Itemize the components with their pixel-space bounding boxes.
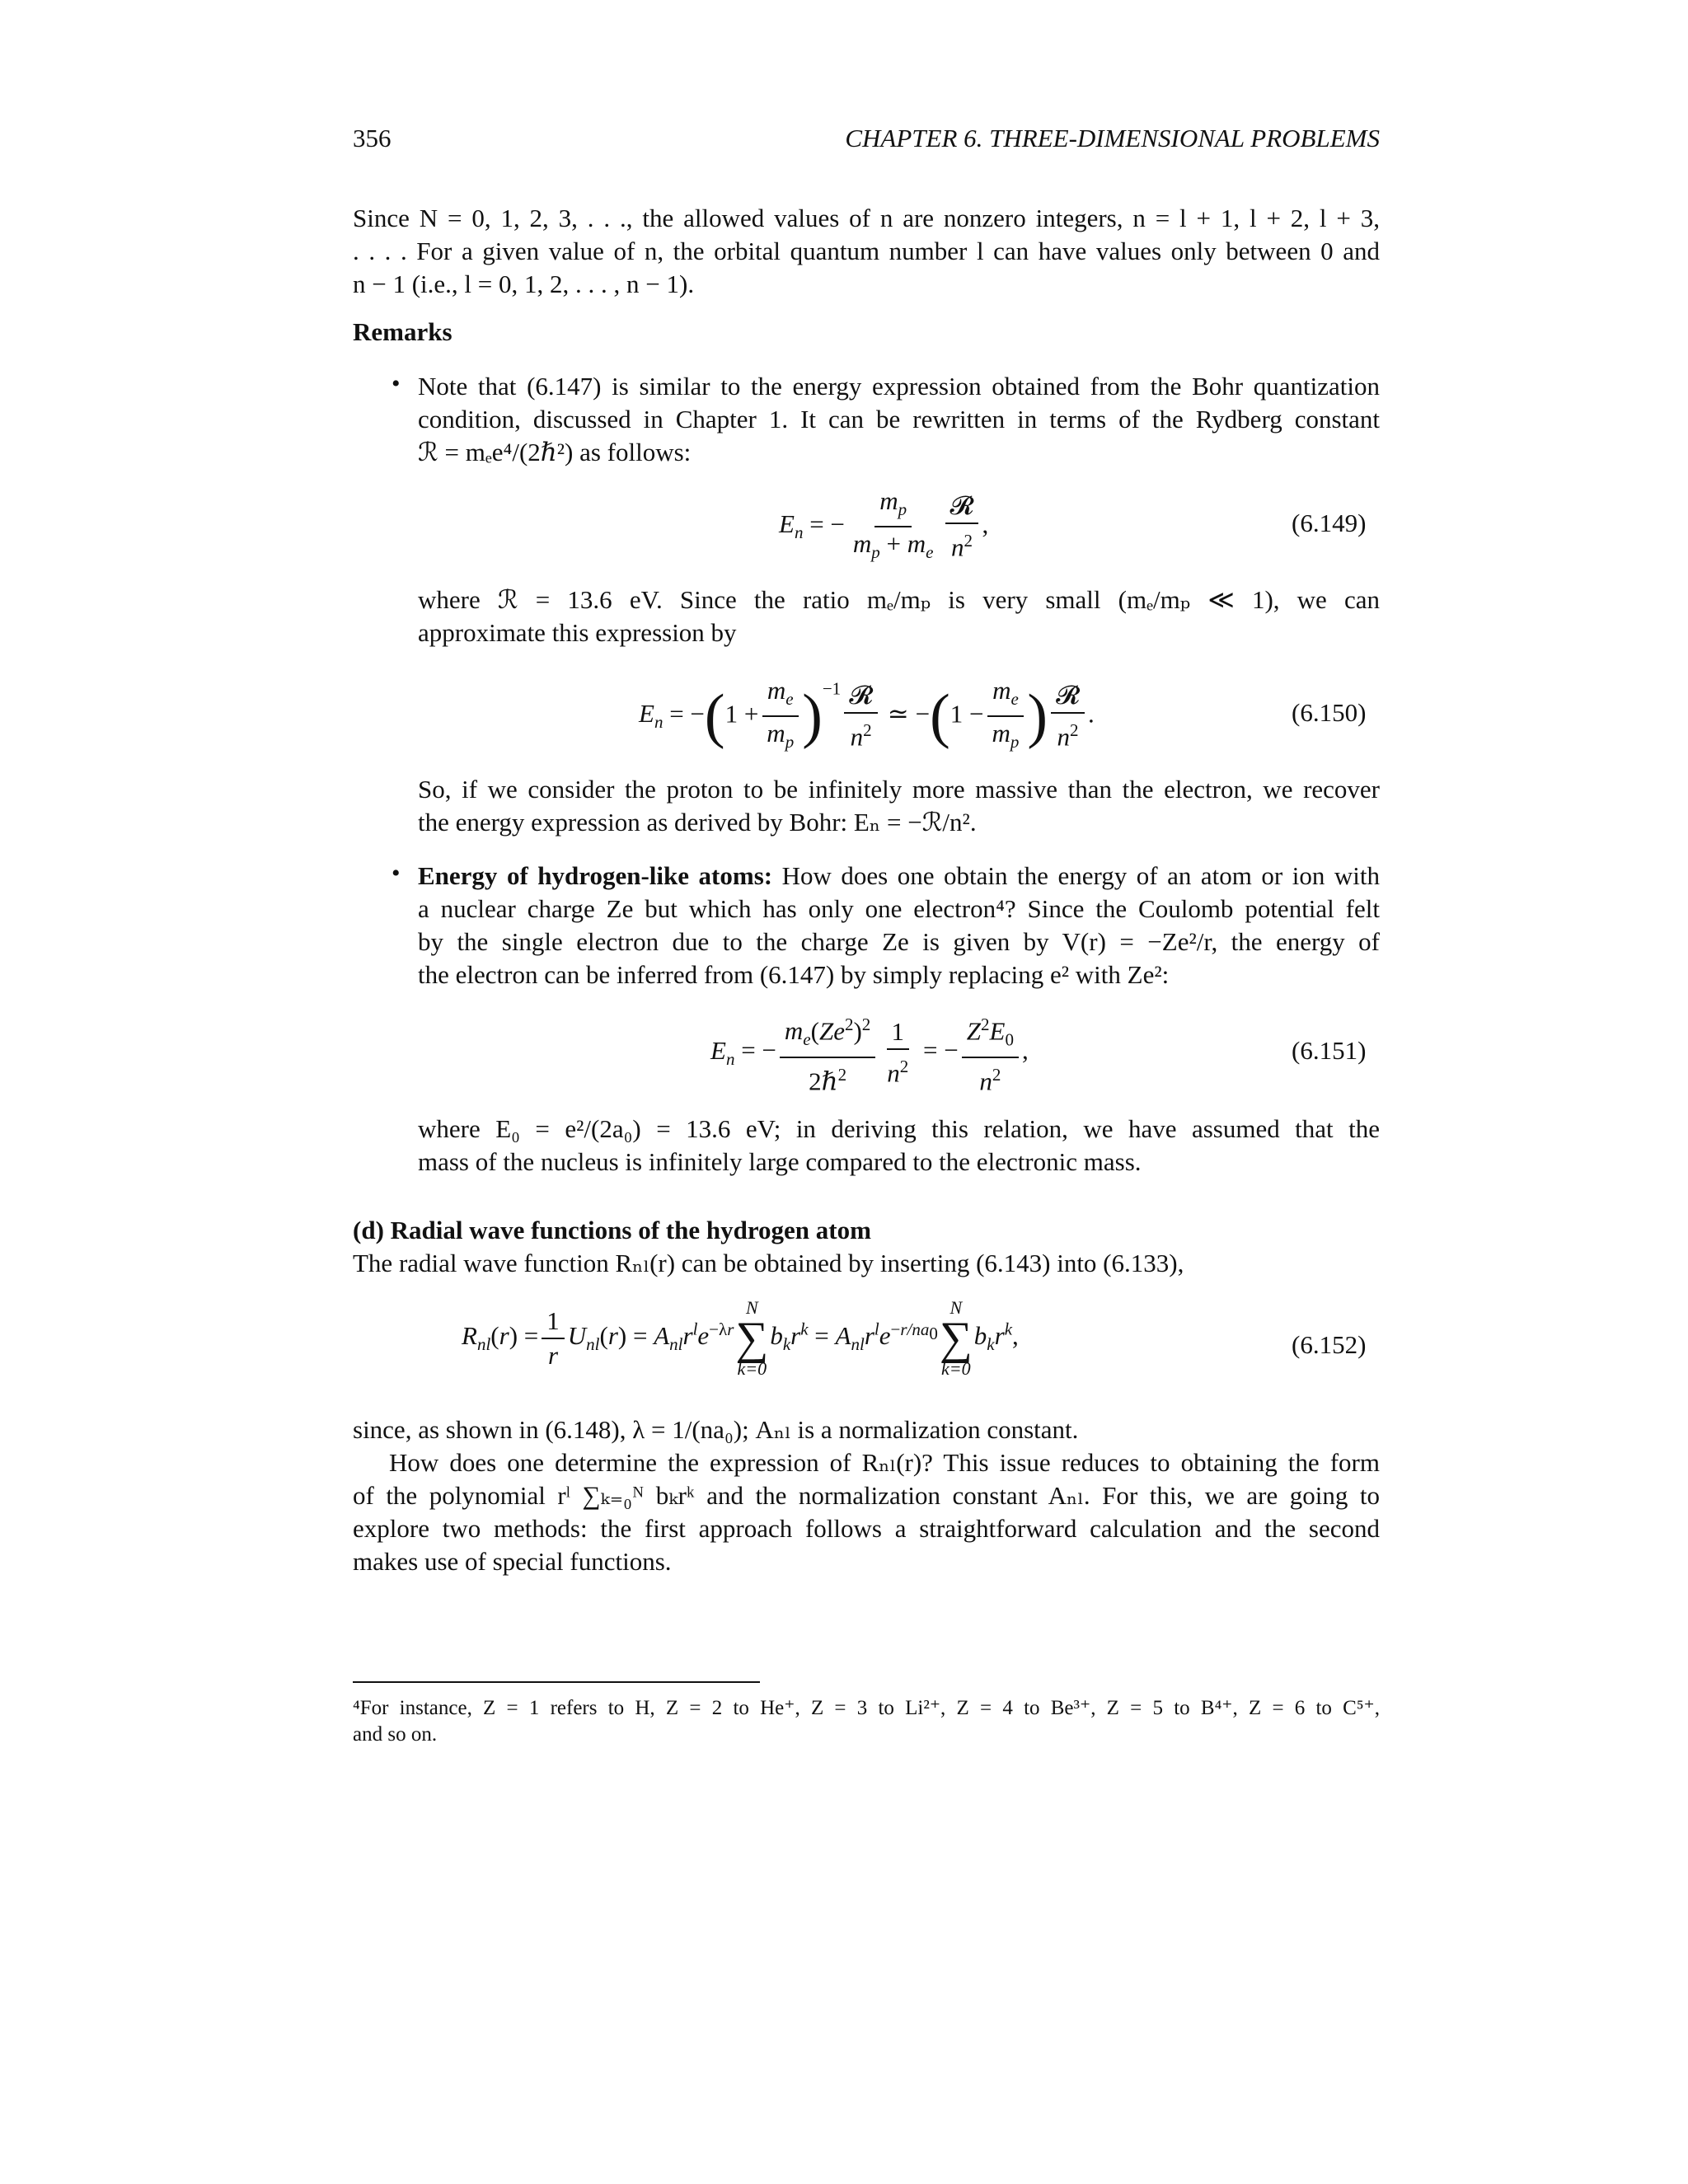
section-d-para-4: makes use of special functions. <box>353 1547 672 1576</box>
equation-number: (6.151) <box>1292 1036 1367 1065</box>
bullet1-mid-2: approximate this expression by <box>418 618 737 647</box>
chapter-title: CHAPTER 6. THREE-DIMENSIONAL PROBLEMS <box>845 124 1380 152</box>
bullet2-line-3: by the single electron due to the charge Ze is given by V(r) = −Ze²/r, the energy of <box>418 927 1380 956</box>
section-d-para-1: How does one determine the expression of Rₙₗ(r)? This issue reduces to obtaining the form <box>389 1448 1380 1477</box>
equation-6-152: $R_{nl}(r)$ = $\frac{1}{r}$ $U_{nl}(r) = A_{nl}r^le^{-\lambda r}$ N ∑ k=0 $b_kr^k = A_{nl}r^le^{-r/na_0}$ N ∑ k=0 $b_kr^k$, <box>462 1297 1019 1379</box>
bullet2-line-2: a nuclear charge Ze but which has only one electron⁴? Since the Coulomb potential felt <box>418 894 1380 923</box>
intro-line-1: Since N = 0, 1, 2, 3, . . ., the allowed values of n are nonzero integers, n = l + 1, l + 2, l + 3, <box>353 204 1380 232</box>
footnote-line-1: ⁴For instance, Z = 1 refers to H, Z = 2 to He⁺, Z = 3 to Li²⁺, Z = 4 to Be³⁺, Z = 5 to B⁴⁺, Z = 6 to C⁵⁺, <box>353 1697 1380 1719</box>
bullet2-after-1: where E₀ = e²/(2a₀) = 13.6 eV; in deriving this relation, we have assumed that the <box>418 1114 1380 1143</box>
page-number: 356 <box>353 124 392 152</box>
intro-line-3: n − 1 (i.e., l = 0, 1, 2, . . . , n − 1). <box>353 269 695 298</box>
bullet2-title: Energy of hydrogen-like atoms: <box>418 861 773 890</box>
bullet2-line-4: the electron can be inferred from (6.147) by simply replacing e² with Ze²: <box>418 960 1170 989</box>
remarks-heading: Remarks <box>353 317 452 346</box>
section-d-after-1: since, as shown in (6.148), λ = 1/(na₀); Aₙₗ is a normalization constant. <box>353 1415 1079 1444</box>
footnote-rule <box>353 1681 760 1683</box>
bullet2-line-1: Energy of hydrogen-like atoms: How does one obtain the energy of an atom or ion with <box>418 861 1380 890</box>
section-d-line-1: The radial wave function Rₙₗ(r) can be obtained by inserting (6.143) into (6.133), <box>353 1249 1184 1277</box>
bullet2-after-2: mass of the nucleus is infinitely large compared to the electronic mass. <box>418 1147 1142 1176</box>
bullet1-end-1: So, if we consider the proton to be infinitely more massive than the electron, we recover <box>418 775 1380 804</box>
bullet1-line-2: condition, discussed in Chapter 1. It can be rewritten in terms of the Rydberg constant <box>418 405 1380 434</box>
equation-number: (6.149) <box>1292 509 1367 537</box>
bullet1-mid-1: where ℛ = 13.6 eV. Since the ratio mₑ/mₚ is very small (mₑ/mₚ ≪ 1), we can <box>418 585 1380 614</box>
footnote-line-2: and so on. <box>353 1723 438 1746</box>
equation-number: (6.152) <box>1292 1330 1367 1359</box>
bullet1-end-2: the energy expression as derived by Bohr: Eₙ = −ℛ/n². <box>418 808 977 837</box>
bullet1-line-1: Note that (6.147) is similar to the energy expression obtained from the Bohr quantization <box>418 372 1380 401</box>
bullet-marker: • <box>392 370 401 397</box>
section-heading: (d) Radial wave functions of the hydrogen atom <box>353 1216 871 1244</box>
equation-6-151: $E_n$ = − $\frac{m_e(Ze^2)^2}{2\hbar^2}$ $\frac{1}{n^2}$ = − $\frac{Z^2E_0}{n^2}$ , <box>710 1010 1029 1096</box>
section-d-para-2: of the polynomial rˡ ∑ₖ₌₀ᴺ bₖrᵏ and the normalization constant Aₙₗ. For this, we are going to <box>353 1481 1380 1510</box>
equation-6-149: $E_n$ = − $\frac{m_p}{m_p + m_e}$ $\frac{\text{𝓡}}{n^2}$ , <box>779 486 989 563</box>
bullet1-line-3: ℛ = mₑe⁴/(2ℏ²) as follows: <box>418 438 692 466</box>
intro-line-2: . . . . For a given value of n, the orbital quantum number l can have values only between 0 and <box>353 237 1380 265</box>
bullet-marker: • <box>392 860 401 887</box>
equation-6-150: $E_n = -(1$ + $\frac{m_e}{m_p}$ )$^{-1}$ $\frac{\text{𝓡}}{n^2}$ ≃ −(1 − $\frac{m_e}{m_p}$ ) $\frac{\text{𝓡}}{n^2}$ . <box>639 676 1095 752</box>
equation-number: (6.150) <box>1292 698 1367 727</box>
section-d-para-3: explore two methods: the first approach follows a straightforward calculation and the second <box>353 1514 1380 1543</box>
